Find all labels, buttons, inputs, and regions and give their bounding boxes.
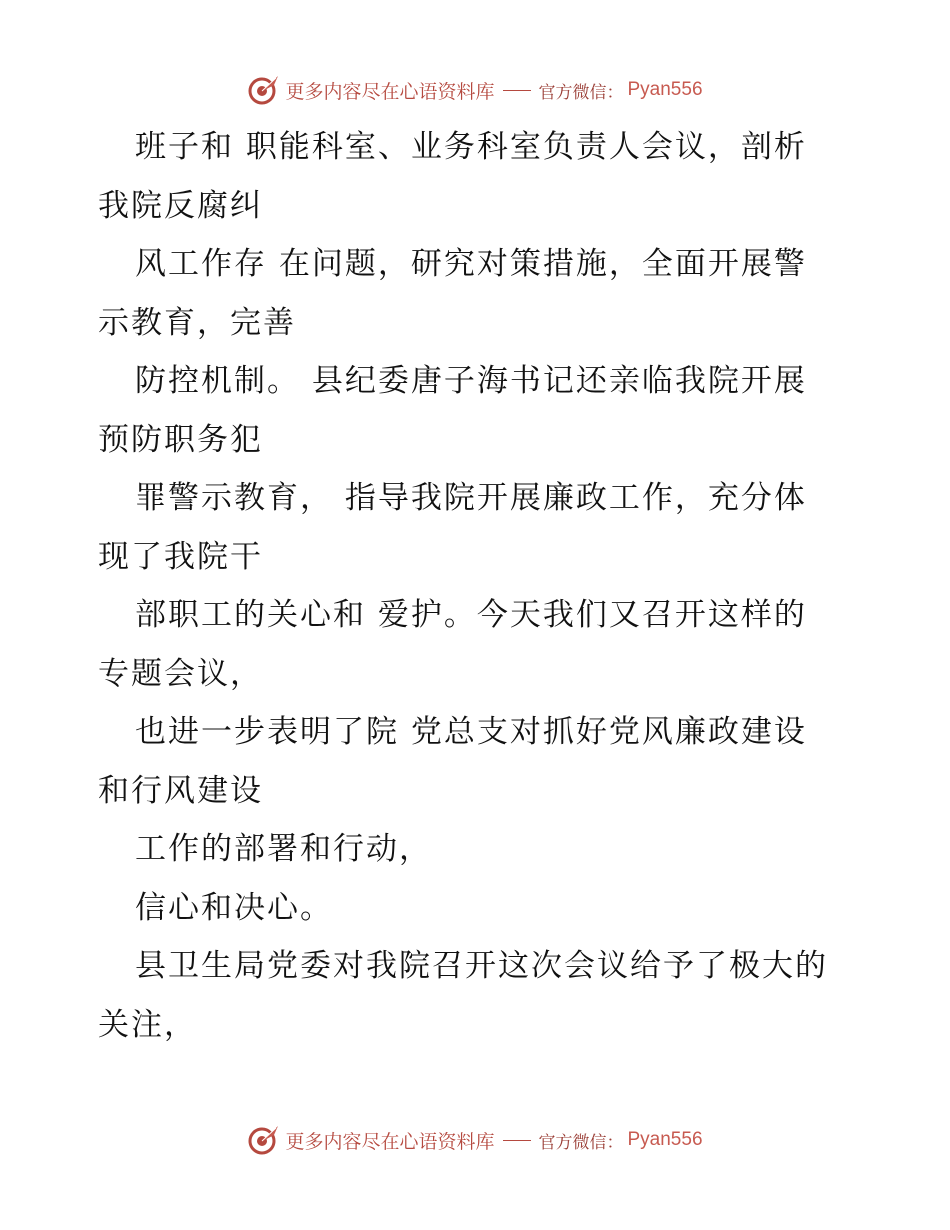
document-body <box>98 118 858 1054</box>
text-line: 部职工的关心和 爱护。今天我们又召开这样的 <box>135 597 807 633</box>
watermark-separator <box>503 1140 531 1141</box>
text-line: 现了我院干 <box>98 538 263 575</box>
quill-seal-icon <box>247 73 281 107</box>
header-watermark <box>0 70 950 110</box>
text-line: 预防职务犯 <box>98 421 263 458</box>
watermark-brand: 更多内容尽在心语资料库 <box>285 1130 495 1153</box>
text-line: 我院反腐纠 <box>98 187 263 224</box>
text-line: 风工作存 在问题，研究对策措施，全面开展警 <box>135 246 807 282</box>
text-line: 示教育，完善 <box>98 304 296 341</box>
text-line: 也进一步表明了院 党总支对抓好党风廉政建设 <box>135 714 807 750</box>
text-line: 班子和 职能科室、业务科室负责人会议，剖析 <box>135 129 807 165</box>
text-line: 工作的部署和行动， <box>135 831 432 867</box>
text-line: 罪警示教育， 指导我院开展廉政工作，充分体 <box>135 480 807 516</box>
text-line: 防控机制。 县纪委唐子海书记还亲临我院开展 <box>135 363 807 399</box>
footer-watermark <box>0 1120 950 1160</box>
watermark-wechat-id: Pyan556 <box>627 79 703 100</box>
header-watermark-inner <box>247 73 702 107</box>
quill-seal-icon <box>247 1123 281 1157</box>
text-line: 县卫生局党委对我院召开这次会议给予了极大的 <box>135 948 828 984</box>
text-line: 专题会议， <box>98 655 263 692</box>
watermark-wechat-id: Pyan556 <box>627 1129 703 1150</box>
text-line: 信心和决心。 <box>135 889 333 926</box>
watermark-wechat-label: 官方微信： <box>538 82 624 103</box>
watermark-wechat-label: 官方微信： <box>538 1132 624 1153</box>
watermark-separator <box>503 90 531 91</box>
text-line: 和行风建设 <box>98 772 263 809</box>
footer-watermark-inner <box>247 1123 702 1157</box>
watermark-brand: 更多内容尽在心语资料库 <box>285 80 495 103</box>
text-line: 关注， <box>98 1006 197 1043</box>
